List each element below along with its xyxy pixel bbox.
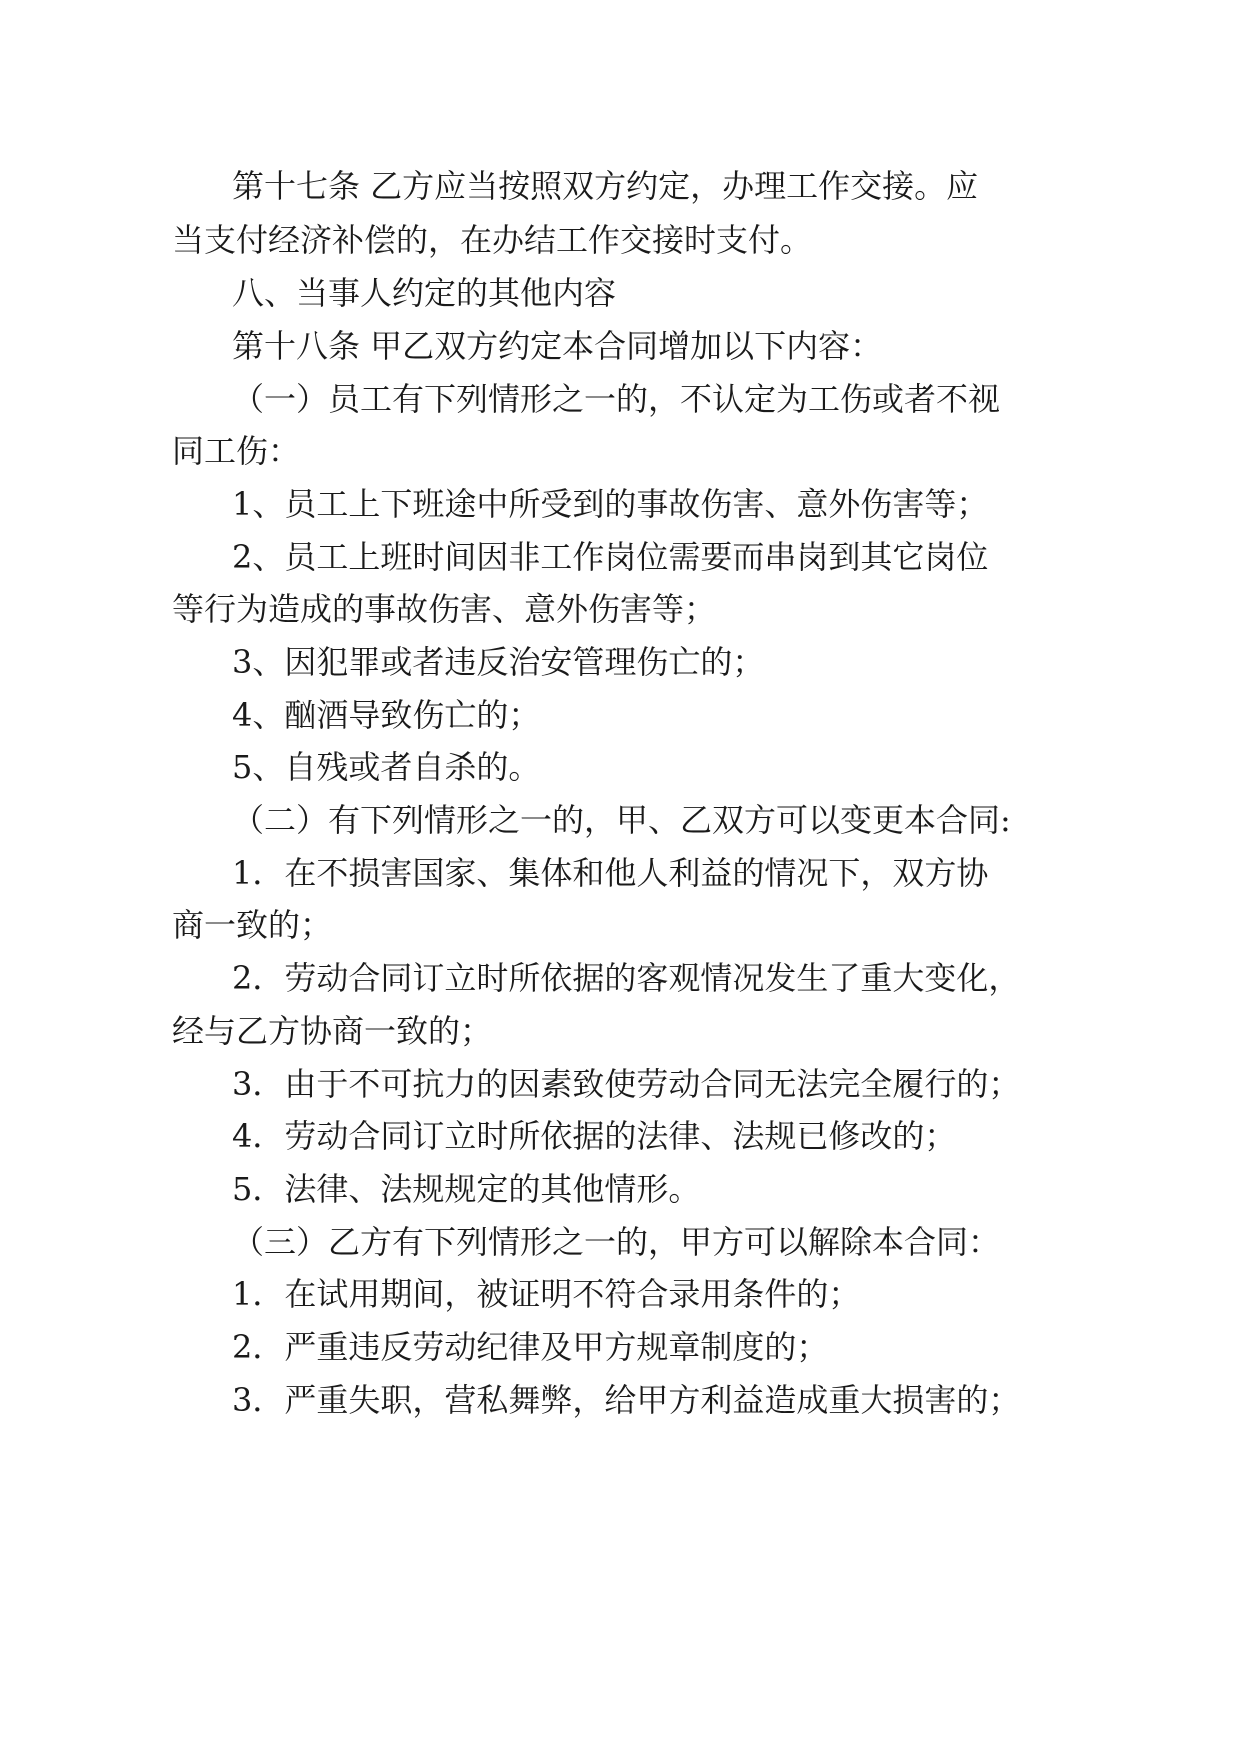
text-line: （二）有下列情形之一的，甲、乙双方可以变更本合同: (232, 801, 1011, 839)
text-line: 等行为造成的事故伤害、意外伤害等； (172, 590, 717, 628)
text-line: 第十八条 甲乙双方约定本合同增加以下内容： (232, 327, 883, 365)
list-item: 1．在试用期间，被证明不符合录用条件的； (232, 1275, 861, 1313)
text-line: 经与乙方协商一致的； (172, 1012, 493, 1050)
section-heading: 八、当事人约定的其他内容 (232, 274, 617, 312)
list-item: 3．严重失职，营私舞弊，给甲方利益造成重大损害的； (232, 1381, 1021, 1419)
list-item: 3．由于不可抗力的因素致使劳动合同无法完全履行的； (232, 1065, 1021, 1103)
list-item: 4、酗酒导致伤亡的； (232, 696, 541, 734)
list-item: 4．劳动合同订立时所依据的法律、法规已修改的； (232, 1117, 957, 1155)
list-item: 3、因犯罪或者违反治安管理伤亡的； (232, 643, 765, 681)
list-item: 1、员工上下班途中所受到的事故伤害、意外伤害等； (232, 485, 989, 523)
list-item: 5、自残或者自杀的。 (232, 748, 541, 786)
list-item: 2．劳动合同订立时所依据的客观情况发生了重大变化， (232, 959, 1021, 997)
list-item: 2．严重违反劳动纪律及甲方规章制度的； (232, 1328, 829, 1366)
list-item: 1．在不损害国家、集体和他人利益的情况下，双方协 (232, 854, 989, 892)
text-line: （三）乙方有下列情形之一的，甲方可以解除本合同： (232, 1223, 1001, 1261)
text-line: 同工伤： (172, 432, 301, 470)
text-line: 当支付经济补偿的，在办结工作交接时支付。 (172, 221, 813, 259)
list-item: 2、员工上班时间因非工作岗位需要而串岗到其它岗位 (232, 538, 989, 576)
list-item: 5．法律、法规规定的其他情形。 (232, 1170, 701, 1208)
text-line: 商一致的； (172, 906, 333, 944)
text-line: （一）员工有下列情形之一的，不认定为工伤或者不视 (232, 380, 1001, 418)
text-line: 第十七条 乙方应当按照双方约定，办理工作交接。应 (232, 167, 979, 205)
